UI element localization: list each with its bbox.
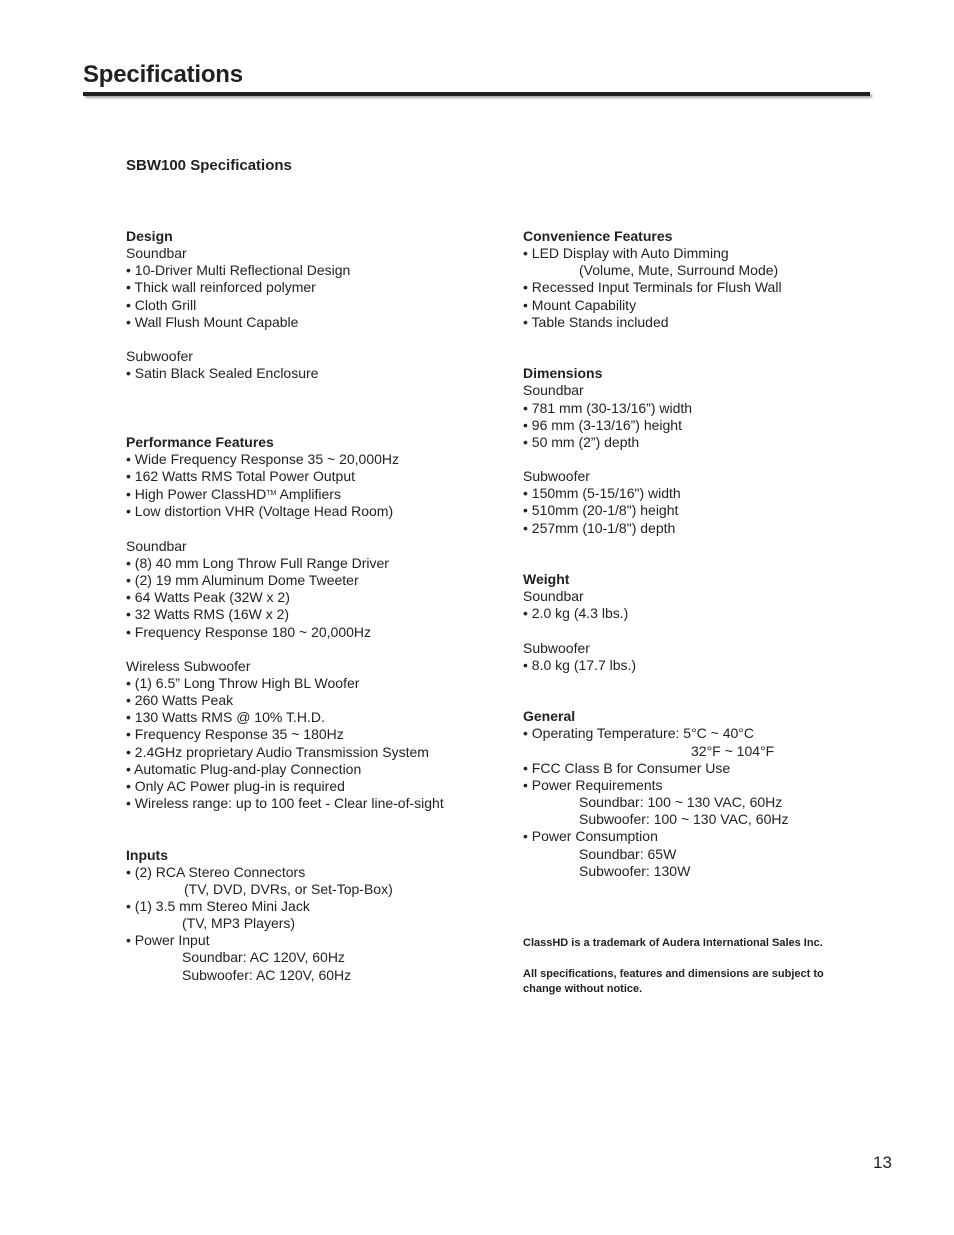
list-item-detail: Subwoofer: AC 120V, 60Hz bbox=[182, 966, 352, 983]
dimensions-soundbar-label: Soundbar bbox=[523, 382, 584, 399]
list-item-detail: Soundbar: AC 120V, 60Hz bbox=[182, 949, 345, 966]
spec-subtitle: SBW100 Specifications bbox=[126, 157, 292, 174]
performance-section bbox=[126, 434, 506, 812]
list-item: • Cloth Grill bbox=[126, 296, 197, 313]
weight-heading: Weight bbox=[523, 571, 570, 588]
list-item: • 130 Watts RMS @ 10% T.H.D. bbox=[126, 709, 325, 726]
list-item: • Low distortion VHR (Voltage Head Room) bbox=[126, 503, 394, 520]
list-item: • 32 Watts RMS (16W x 2) bbox=[126, 606, 290, 623]
list-item: • Wall Flush Mount Capable bbox=[126, 313, 299, 330]
classhd-text: • High Power ClassHD bbox=[126, 486, 267, 503]
list-item: • Automatic Plug-and-play Connection bbox=[126, 760, 362, 777]
list-item: • 781 mm (30-13/16”) width bbox=[523, 399, 693, 416]
list-item: • Frequency Response 35 ~ 180Hz bbox=[126, 726, 344, 743]
list-item: • Mount Capability bbox=[523, 296, 637, 313]
list-item: • 162 Watts RMS Total Power Output bbox=[126, 468, 355, 485]
weight-soundbar-label: Soundbar bbox=[523, 588, 584, 605]
list-item: • Power Input bbox=[126, 932, 210, 949]
list-item: • Satin Black Sealed Enclosure bbox=[126, 365, 319, 382]
weight-subwoofer-label: Subwoofer bbox=[523, 639, 590, 656]
list-item-detail: Soundbar: 100 ~ 130 VAC, 60Hz bbox=[579, 794, 783, 811]
list-item bbox=[126, 485, 506, 503]
list-item: • 2.4GHz proprietary Audio Transmission System bbox=[126, 743, 429, 760]
inputs-section bbox=[126, 847, 506, 984]
list-item: • 10-Driver Multi Reflectional Design bbox=[126, 262, 351, 279]
right-column bbox=[523, 228, 883, 880]
list-item-detail: (TV, MP3 Players) bbox=[182, 915, 296, 932]
dimensions-heading: Dimensions bbox=[523, 365, 603, 382]
amplifiers-text: Amplifiers bbox=[276, 486, 341, 503]
list-item-detail: Subwoofer: 130W bbox=[579, 862, 691, 879]
list-item: • Power Requirements bbox=[523, 776, 663, 793]
list-item: • LED Display with Auto Dimming bbox=[523, 245, 729, 262]
footnotes bbox=[523, 936, 883, 998]
list-item-detail: Soundbar: 65W bbox=[579, 845, 677, 862]
list-item: • (2) RCA Stereo Connectors bbox=[126, 863, 306, 880]
list-item: • (1) 3.5 mm Stereo Mini Jack bbox=[126, 897, 310, 914]
list-item-detail: 32°F ~ 104°F bbox=[691, 742, 775, 759]
list-item: • (8) 40 mm Long Throw Full Range Driver bbox=[126, 554, 389, 571]
list-item: • 96 mm (3-13/16”) height bbox=[523, 416, 682, 433]
disclaimer-note: All specifications, features and dimensions are subject to bbox=[523, 967, 824, 980]
design-section bbox=[126, 228, 506, 382]
list-item: • Operating Temperature: 5°C ~ 40°C bbox=[523, 725, 755, 742]
left-column bbox=[126, 228, 506, 984]
design-heading: Design bbox=[126, 228, 173, 244]
list-item: • Only AC Power plug-in is required bbox=[126, 777, 345, 794]
dimensions-subwoofer-label: Subwoofer bbox=[523, 468, 590, 485]
list-item: • 150mm (5-15/16") width bbox=[523, 485, 681, 502]
list-item: • 50 mm (2”) depth bbox=[523, 433, 640, 450]
list-item: • 64 Watts Peak (32W x 2) bbox=[126, 589, 290, 606]
convenience-heading: Convenience Features bbox=[523, 228, 673, 244]
list-item: • (2) 19 mm Aluminum Dome Tweeter bbox=[126, 572, 359, 589]
list-item: • Wide Frequency Response 35 ~ 20,000Hz bbox=[126, 450, 399, 467]
list-item: • 2.0 kg (4.3 lbs.) bbox=[523, 605, 629, 622]
title-rule bbox=[83, 92, 870, 96]
wireless-subwoofer-label: Wireless Subwoofer bbox=[126, 657, 251, 674]
list-item: • Table Stands included bbox=[523, 313, 669, 330]
convenience-section bbox=[523, 228, 883, 331]
list-item: • Thick wall reinforced polymer bbox=[126, 279, 316, 296]
disclaimer-note-cont: change without notice. bbox=[523, 983, 643, 995]
performance-heading: Performance Features bbox=[126, 433, 274, 450]
inputs-heading: Inputs bbox=[126, 846, 168, 863]
list-item: • Power Consumption bbox=[523, 828, 658, 845]
list-item: • 8.0 kg (17.7 lbs.) bbox=[523, 656, 637, 673]
dimensions-section bbox=[523, 365, 883, 537]
list-item: • 257mm (10-1/8") depth bbox=[523, 519, 676, 536]
trademark-note: ClassHD is a trademark of Audera International Sales Inc. bbox=[523, 937, 823, 949]
list-item: • (1) 6.5” Long Throw High BL Woofer bbox=[126, 674, 360, 691]
list-item: • Frequency Response 180 ~ 20,000Hz bbox=[126, 623, 371, 640]
performance-soundbar-label: Soundbar bbox=[126, 537, 187, 554]
list-item: • FCC Class B for Consumer Use bbox=[523, 759, 731, 776]
list-item-detail: Subwoofer: 100 ~ 130 VAC, 60Hz bbox=[579, 811, 789, 828]
list-item-detail: (Volume, Mute, Surround Mode) bbox=[579, 262, 779, 279]
page-title: Specifications bbox=[83, 61, 243, 88]
general-section bbox=[523, 708, 883, 880]
design-subwoofer-label: Subwoofer bbox=[126, 348, 193, 365]
list-item: • Recessed Input Terminals for Flush Wall bbox=[523, 279, 782, 296]
general-heading: General bbox=[523, 708, 576, 725]
list-item: • 260 Watts Peak bbox=[126, 692, 234, 709]
page-number: 13 bbox=[873, 1153, 892, 1172]
list-item: • Wireless range: up to 100 feet - Clear line-of-sight bbox=[126, 795, 444, 812]
list-item: • 510mm (20-1/8") height bbox=[523, 502, 679, 519]
trademark-mark: TM bbox=[266, 490, 277, 498]
list-item-detail: (TV, DVD, DVRs, or Set-Top-Box) bbox=[184, 880, 393, 897]
weight-section bbox=[523, 571, 883, 674]
design-soundbar-label: Soundbar bbox=[126, 245, 187, 262]
